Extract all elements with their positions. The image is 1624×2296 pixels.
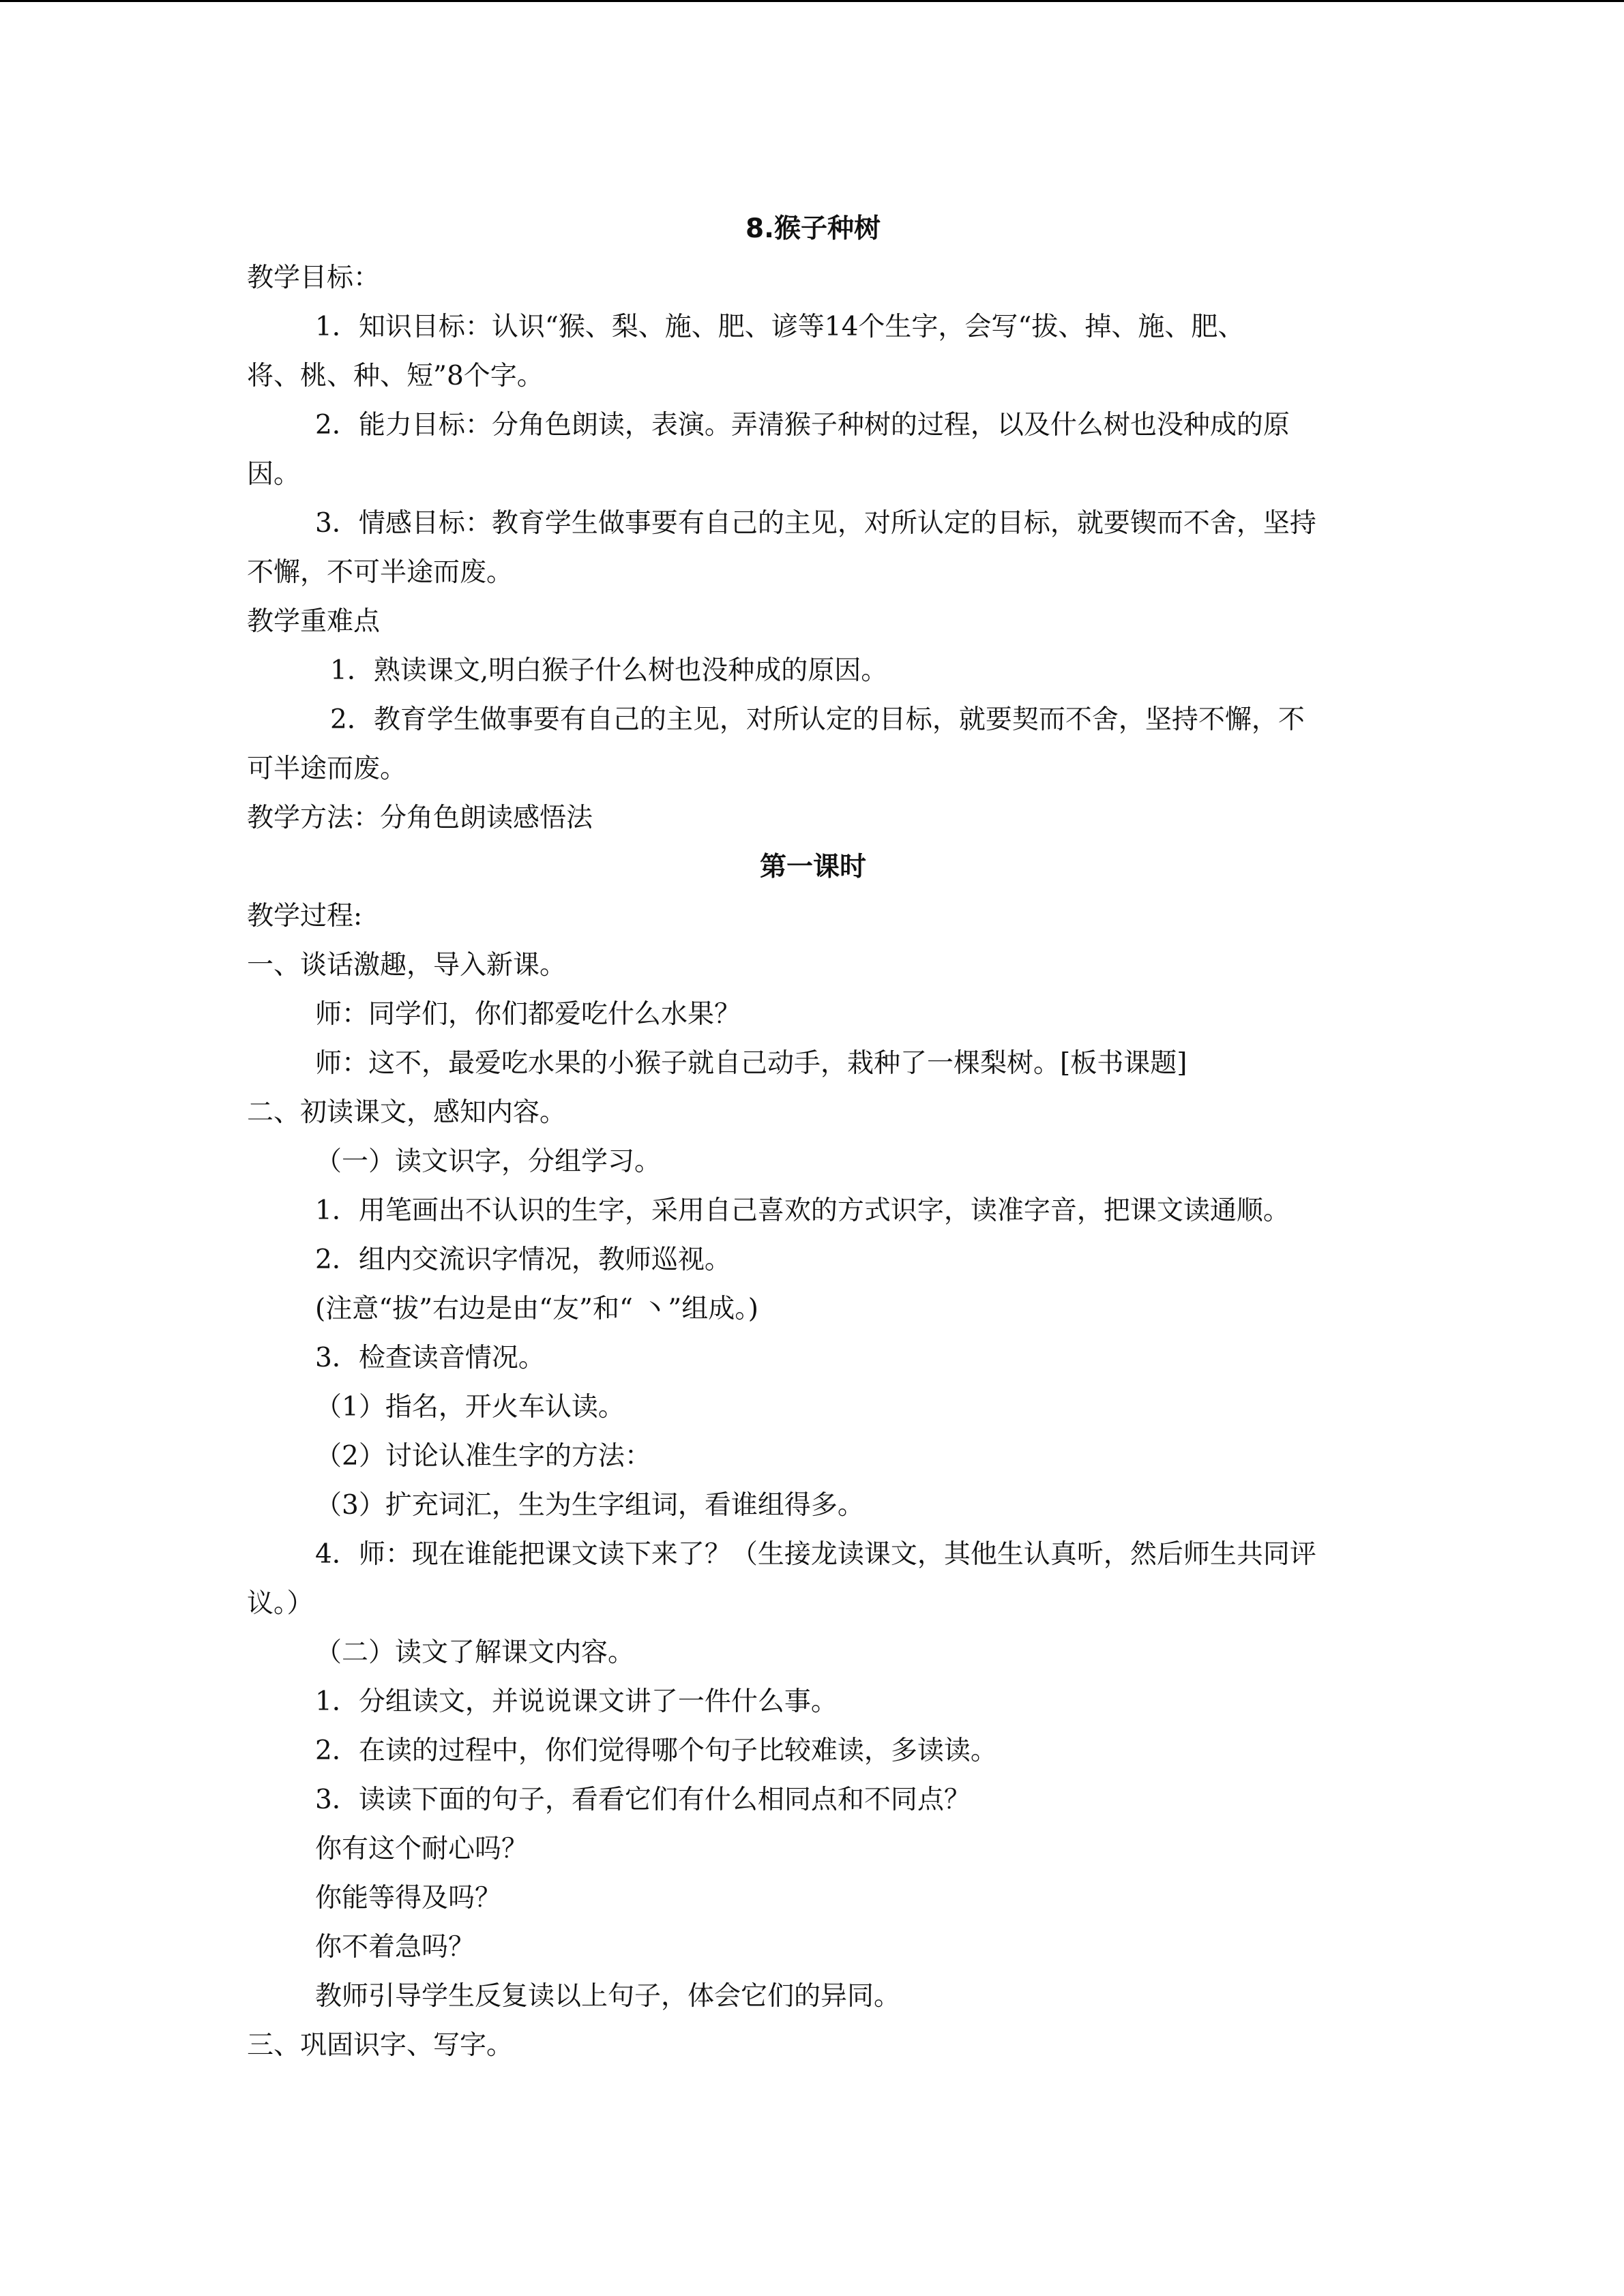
- keypoint-2-line-2: 可半途而废。: [247, 754, 407, 784]
- lesson-title: 8.猴子种树: [745, 213, 881, 244]
- objective-2-line-1: 2．能力目标：分角色朗读，表演。弄清猴子种树的过程，以及什么树也没种成的原: [315, 410, 1290, 441]
- step-2-b-item-3: 3．读读下面的句子，看看它们有什么相同点和不同点？: [315, 1785, 971, 1815]
- step-2-b-item-1: 1．分组读文，并说说课文讲了一件什么事。: [315, 1686, 838, 1717]
- step-2-item-2: 2．组内交流识字情况，教师巡视。: [315, 1244, 731, 1275]
- step-1-heading: 一、谈话激趣，导入新课。: [247, 950, 567, 981]
- objective-3-line-2: 不懈，不可半途而废。: [247, 557, 514, 588]
- lesson-period-heading: 第一课时: [759, 852, 866, 882]
- step-2-item-3: 3．检查读音情况。: [315, 1343, 545, 1373]
- step-2-item-3c: （3）扩充词汇，生为生字组词，看谁组得多。: [315, 1490, 864, 1521]
- step-3-heading: 三、巩固识字、写字。: [247, 2030, 514, 2061]
- document-body: [247, 205, 1379, 2070]
- step-2-subheading-1: （一）读文识字，分组学习。: [315, 1146, 662, 1177]
- keypoint-2-line-1: 2．教育学生做事要有自己的主见，对所认定的目标，就要契而不舍，坚持不懈，不: [330, 704, 1305, 735]
- sentence-3: 你不着急吗？: [315, 1932, 475, 1963]
- step-2-item-3a: （1）指名，开火车认读。: [315, 1392, 625, 1422]
- process-heading: 教学过程:: [247, 901, 363, 931]
- step-2-note: (注意“拔”右边是由“友”和“ 丶”组成。): [315, 1294, 758, 1324]
- keypoint-1: 1．熟读课文,明白猴子什么树也没种成的原因。: [330, 655, 888, 686]
- objective-1-line-2: 将、桃、种、短”8个字。: [247, 361, 544, 391]
- sentence-1: 你有这个耐心吗？: [315, 1834, 529, 1864]
- step-2-item-1: 1．用笔画出不认识的生字，采用自己喜欢的方式识字，读准字音，把课文读通顺。: [315, 1195, 1290, 1226]
- step-2-subheading-2: （二）读文了解课文内容。: [315, 1637, 635, 1668]
- top-border-line: [0, 0, 1624, 2]
- objective-2-line-2: 因。: [247, 459, 301, 490]
- step-2-item-4-line-2: 议。）: [247, 1588, 314, 1619]
- objective-3-line-1: 3．情感目标：教育学生做事要有自己的主见，对所认定的目标，就要锲而不舍，坚持: [315, 508, 1316, 539]
- step-2-item-3b: （2）讨论认准生字的方法：: [315, 1441, 651, 1472]
- teacher-guidance: 教师引导学生反复读以上句子，体会它们的异同。: [315, 1981, 901, 2012]
- step-2-b-item-2: 2．在读的过程中，你们觉得哪个句子比较难读，多读读。: [315, 1735, 997, 1766]
- objectives-heading: 教学目标：: [247, 263, 381, 293]
- step-2-heading: 二、初读课文，感知内容。: [247, 1097, 567, 1128]
- sentence-2: 你能等得及吗？: [315, 1883, 502, 1913]
- step-1-dialogue-a: 师：同学们，你们都爱吃什么水果？: [315, 999, 741, 1030]
- step-2-item-4-line-1: 4．师：现在谁能把课文读下来了？（生接龙读课文，其他生认真听，然后师生共同评: [315, 1539, 1316, 1570]
- step-1-dialogue-b: 师：这不，最爱吃水果的小猴子就自己动手，栽种了一棵梨树。[板书课题]: [315, 1048, 1187, 1079]
- keypoints-heading: 教学重难点: [247, 606, 381, 637]
- objective-1-line-1: 1．知识目标：认识“猴、梨、施、肥、谚等14个生字，会写“拔、掉、施、肥、: [315, 312, 1245, 342]
- teaching-method: 教学方法：分角色朗读感悟法: [247, 803, 593, 833]
